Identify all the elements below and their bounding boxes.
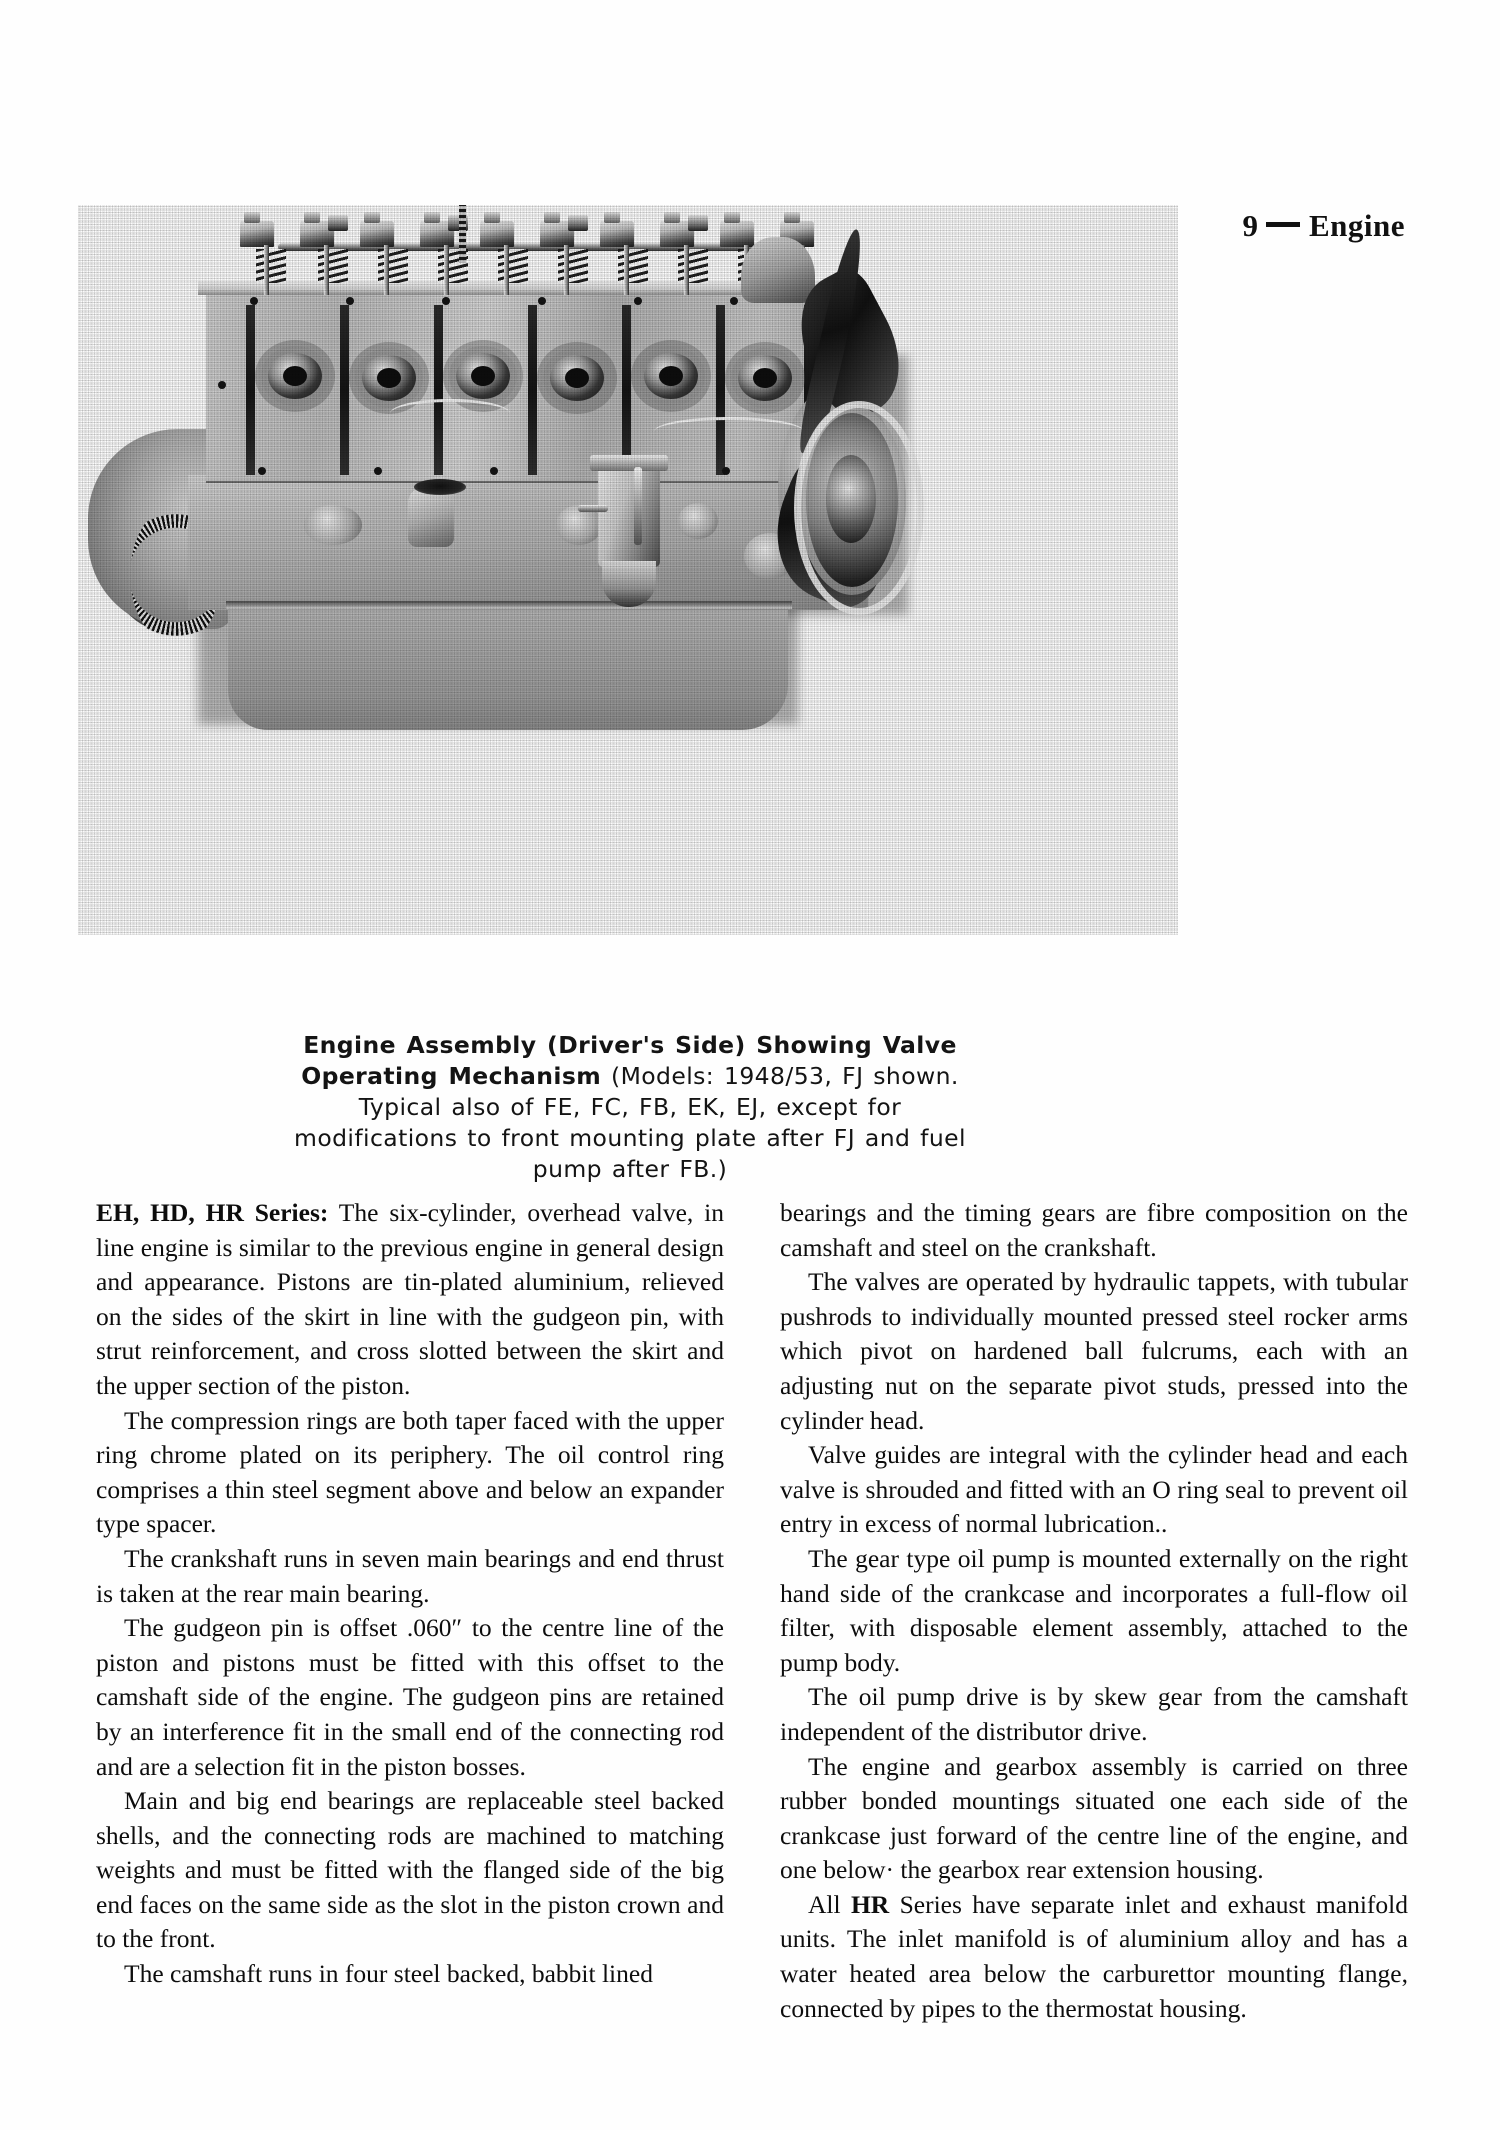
paragraph xyxy=(780,1438,1408,1542)
pushrod xyxy=(264,245,269,295)
cylinder-rib xyxy=(340,305,349,475)
dipstick xyxy=(459,205,466,263)
paragraph-text: The crankshaft runs in seven main bearings and end thrust is taken at the rear main bearing. xyxy=(96,1543,724,1608)
crankcase-boss xyxy=(304,505,362,545)
rocker-arm xyxy=(360,221,394,247)
paragraph xyxy=(780,1196,1408,1265)
pushrod xyxy=(444,245,449,295)
head-stud-hole xyxy=(442,297,450,305)
paragraph-text: The gear type oil pump is mounted externally on the right hand side of the crankcase and incorporates a full-flow oil filter, with disposable element assembly, attached to the pump body. xyxy=(780,1543,1408,1677)
ignition-wire xyxy=(390,399,510,428)
oil-filter-cap xyxy=(590,455,668,471)
paragraph-text: The six-cylinder, overhead valve, in line engine is similar to the previous engine in general design and appearance. Pistons are tin-plated aluminium, relieved on the sides of the skirt in line with the gudgeon pin, with strut reinforcement, and cross slotted between the skirt and the upper section of the piston. xyxy=(96,1198,724,1400)
combustion-bore-core xyxy=(659,366,683,386)
head-stud-hole xyxy=(634,297,642,305)
combustion-bore-core xyxy=(565,368,589,388)
figure-caption-lead: Engine Assembly (Driver's Side) Showing Valve Operating Mechanism xyxy=(301,1031,957,1090)
body-columns xyxy=(96,1196,1408,2026)
pushrod xyxy=(624,245,629,295)
valve-spring xyxy=(498,249,528,283)
valve-spring xyxy=(318,249,348,283)
body-column-right xyxy=(780,1196,1408,2026)
pushrod xyxy=(684,245,689,295)
head-stud-hole xyxy=(538,297,546,305)
cylinder-rib xyxy=(716,305,725,475)
figure-engine-assembly xyxy=(78,205,1178,935)
combustion-bore-core xyxy=(283,366,307,386)
head-stud-hole xyxy=(218,381,226,389)
paragraph-text: Valve guides are integral with the cylinder head and each valve is shrouded and fitted with an O ring seal to prevent oil entry in excess of normal lubrication.. xyxy=(780,1440,1408,1539)
combustion-bore-core xyxy=(753,368,777,388)
combustion-bore-core xyxy=(377,368,401,388)
oil-filler-hole xyxy=(414,479,466,495)
paragraph xyxy=(780,1265,1408,1438)
valve-spring xyxy=(378,249,408,283)
adjusting-nut xyxy=(568,215,588,231)
pushrod xyxy=(504,245,509,295)
head-stud-hole xyxy=(258,467,266,475)
figure-caption xyxy=(280,1030,980,1185)
paragraph-text: The gudgeon pin is offset .060″ to the centre line of the piston and pistons must be fitted with this offset to the camshaft side of the engine. The gudgeon pins are retained by an interference fit in the small end of the connecting rod and are a selection fit in the piston bosses. xyxy=(96,1613,724,1781)
valve-spring xyxy=(256,249,286,283)
head-stud-hole xyxy=(490,467,498,475)
valve-spring xyxy=(558,249,588,283)
head-stud-hole xyxy=(346,297,354,305)
paragraph-text: The oil pump drive is by skew gear from the camshaft independent of the distributor drive. xyxy=(780,1682,1408,1746)
running-head-title: Engine xyxy=(1308,208,1405,243)
paragraph xyxy=(96,1196,724,1404)
paragraph xyxy=(96,1611,724,1784)
pushrod xyxy=(384,245,389,295)
head-stud-hole xyxy=(250,297,258,305)
oil-sump xyxy=(228,605,788,730)
paragraph xyxy=(96,1542,724,1611)
cylinder-rib xyxy=(622,305,631,475)
paragraph-text: Main and big end bearings are replaceable steel backed shells, and the connecting rods are machined to matching weights and must be fitted with the flanged side of the big end faces on the same side as the slot in the piston crown and to the front. xyxy=(96,1786,724,1954)
paragraph-text: The valves are operated by hydraulic tappets, with tubular pushrods to individually mounted pressed steel rocker arms which pivot on hardened ball fulcrums, each with an adjusting nut on the separate pivot studs, pressed into the cylinder head. xyxy=(780,1267,1408,1435)
sump-lip xyxy=(226,601,792,609)
cylinder-rib xyxy=(528,305,537,475)
paragraph-lead: All HR Series xyxy=(808,1889,962,1919)
thermostat-housing xyxy=(741,237,815,303)
drive-belt xyxy=(794,401,924,615)
head-stud-hole xyxy=(722,467,730,475)
paragraph-text: The camshaft runs in four steel backed, babbit lined xyxy=(124,1959,653,1989)
adjusting-nut xyxy=(328,215,348,231)
adjusting-nut xyxy=(688,215,708,231)
rocker-arm xyxy=(720,221,754,247)
paragraph-text: bearings and the timing gears are fibre composition on the camshaft and steel on the crankshaft. xyxy=(780,1198,1408,1262)
head-stud-hole xyxy=(374,467,382,475)
oil-pipe xyxy=(634,467,642,545)
ignition-wire xyxy=(654,417,804,446)
paragraph xyxy=(96,1404,724,1542)
paragraph-text: The engine and gearbox assembly is carried on three rubber bonded mountings situated one each side of the crankcase just forward of the centre line of the engine, and one below· the gearbox rear extension housing. xyxy=(780,1751,1408,1885)
oil-filter-assembly xyxy=(598,463,660,567)
oil-filler xyxy=(408,487,454,547)
paragraph xyxy=(780,1542,1408,1680)
pushrod xyxy=(564,245,569,295)
valve-spring xyxy=(618,249,648,283)
paragraph-text: The compression rings are both taper faced with the upper ring chrome plated on its periphery. The oil control ring comprises a thin steel segment above and below an expander type spacer. xyxy=(96,1405,724,1539)
figure-caption-detail: (Models: 1948/53, FJ shown. Typical also of FE, FC, FB, EK, EJ, except for modifications to front mounting plate after FJ and fuel pump after FB.) xyxy=(294,1062,966,1183)
paragraph xyxy=(96,1957,724,1992)
paragraph xyxy=(780,1750,1408,1888)
valve-spring xyxy=(678,249,708,283)
cylinder-rib xyxy=(434,305,443,475)
series-name: HR xyxy=(850,1889,890,1919)
head-stud-hole xyxy=(730,297,738,305)
pushrod xyxy=(324,245,329,295)
engine-assembly-photograph xyxy=(78,205,1178,935)
paragraph xyxy=(780,1680,1408,1749)
running-head-dash xyxy=(1266,222,1300,227)
paragraph-lead: EH, HD, HR Series: xyxy=(96,1198,329,1227)
paragraph-text: have separate inlet and exhaust manifold units. The inlet manifold is of aluminium alloy and has a water heated area below the carburettor mounting flange, connected by pipes to the thermostat housing. xyxy=(780,1889,1408,2023)
oil-pipe xyxy=(578,505,608,512)
rocker-arm xyxy=(480,221,514,247)
cylinder-rib xyxy=(246,305,255,475)
page-number: 9 xyxy=(1242,208,1259,243)
body-column-left xyxy=(96,1196,724,2026)
rocker-arm xyxy=(600,221,634,247)
rocker-arm xyxy=(240,221,274,247)
paragraph xyxy=(780,1888,1408,2026)
running-head xyxy=(1242,208,1405,244)
crankcase-boss xyxy=(678,503,718,539)
combustion-bore-core xyxy=(471,366,495,386)
paragraph xyxy=(96,1784,724,1957)
